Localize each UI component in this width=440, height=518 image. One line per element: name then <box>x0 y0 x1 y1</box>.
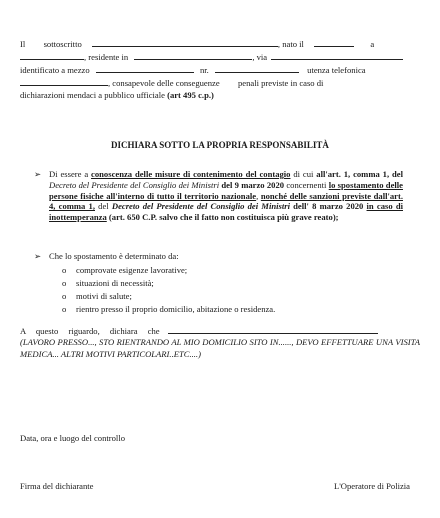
label-utenza: utenza telefonica <box>307 65 366 75</box>
reason-item-label: rientro presso il proprio domicilio, abitazione o residenza. <box>76 304 276 314</box>
reason-item <box>62 278 154 288</box>
regard-label: A questo riguardo, dichiara che <box>20 326 160 336</box>
name-field[interactable] <box>92 38 278 47</box>
para1-text-5: Decreto del Presidente del Consiglio dei Ministri <box>49 179 220 190</box>
phone-field[interactable] <box>20 77 108 86</box>
label-consapevole: , consapevole delle conseguenze <box>108 78 220 88</box>
para1-text-4: all'art. 1, comma 1, del <box>316 169 403 179</box>
header-line-5 <box>20 90 420 101</box>
bullet-arrow-icon: ➢ <box>34 169 42 179</box>
circle-bullet-icon: o <box>62 278 67 288</box>
regard-line <box>20 325 420 337</box>
header-line-4 <box>20 77 420 89</box>
para1-text-12: Decreto del Presidente del Consiglio dei Ministri <box>111 201 290 212</box>
signature-label: Firma del dichiarante <box>20 481 94 491</box>
label-via: , via <box>252 52 268 62</box>
reason-intro: Che lo spostamento è determinato da: <box>49 251 179 261</box>
reason-item <box>62 291 132 301</box>
date-place-label: Data, ora e luogo del controllo <box>20 433 126 443</box>
reason-item-label: comprovate esigenze lavorative; <box>76 265 188 275</box>
para1-text-14: in caso di inottemperanza <box>49 201 403 223</box>
reason-item <box>62 265 187 275</box>
para1-text-11: del <box>95 201 112 212</box>
circle-bullet-icon: o <box>62 291 67 301</box>
para1-text-15: (art. 650 C.P. salvo che il fatto non costituisca più grave reato); <box>108 212 339 223</box>
header-line-2 <box>20 51 420 63</box>
reason-item-label: motivi di salute; <box>76 291 132 301</box>
bullet-arrow-icon: ➢ <box>34 251 42 261</box>
reason-item <box>62 304 275 314</box>
para1-text-8: lo spostamento delle persone fisiche all'interno di tutto il territorio nazionale <box>49 179 403 201</box>
para1-text-3: di cui <box>290 169 317 179</box>
reason-item-label: situazioni di necessità; <box>76 278 154 288</box>
para1-text-6: del 9 marzo 2020 <box>221 179 285 190</box>
label-identificato: identificato a mezzo <box>20 65 90 75</box>
residence-field[interactable] <box>134 51 252 60</box>
label-a: a <box>370 39 375 49</box>
officer-label: L'Operatore di Polizia <box>333 481 410 491</box>
label-sottoscritto: sottoscritto <box>43 39 82 49</box>
section-heading: DICHIARA SOTTO LA PROPRIA RESPONSABILITÀ <box>111 140 329 150</box>
label-penali: penali previste in caso di <box>237 78 324 88</box>
label-art-495: (art 495 c.p.) <box>167 90 214 100</box>
label-residente-in: , residente in <box>84 52 129 62</box>
label-mendaci: dichiarazioni mendaci a pubblico ufficiale <box>20 90 165 100</box>
birth-date-field[interactable] <box>314 38 354 47</box>
para1-text-9: , <box>256 190 261 201</box>
para1-text-10: nonché delle sanzioni previste dall'art. 4, comma 1, <box>49 190 403 212</box>
regard-field[interactable] <box>168 325 378 334</box>
label-nr: nr. <box>199 65 209 75</box>
regard-examples: (LAVORO PRESSO..., STO RIENTRANDO AL MIO DOMICILIO SITO IN......, DEVO EFFETTUARE UNA VISITA MEDICA... ALTRI MOTIVI PARTICOLARI..ETC....) <box>20 337 420 359</box>
para1-text-2: conoscenza delle misure di contenimento del contagio <box>91 169 291 179</box>
knowledge-paragraph <box>49 169 403 223</box>
id-number-field[interactable] <box>215 64 299 73</box>
para1-text-1: Di essere a <box>49 169 89 179</box>
label-nato-il: , nato il <box>277 39 304 49</box>
label-il: Il <box>20 39 26 49</box>
birth-place-field[interactable] <box>20 51 84 60</box>
para1-text-7: concernenti <box>286 179 327 190</box>
circle-bullet-icon: o <box>62 265 67 275</box>
header-line-1 <box>20 38 420 50</box>
street-field[interactable] <box>271 51 403 60</box>
header-line-3 <box>20 64 420 76</box>
id-document-field[interactable] <box>96 64 194 73</box>
para1-text-13: dell' 8 marzo 2020 <box>293 201 364 212</box>
circle-bullet-icon: o <box>62 304 67 314</box>
